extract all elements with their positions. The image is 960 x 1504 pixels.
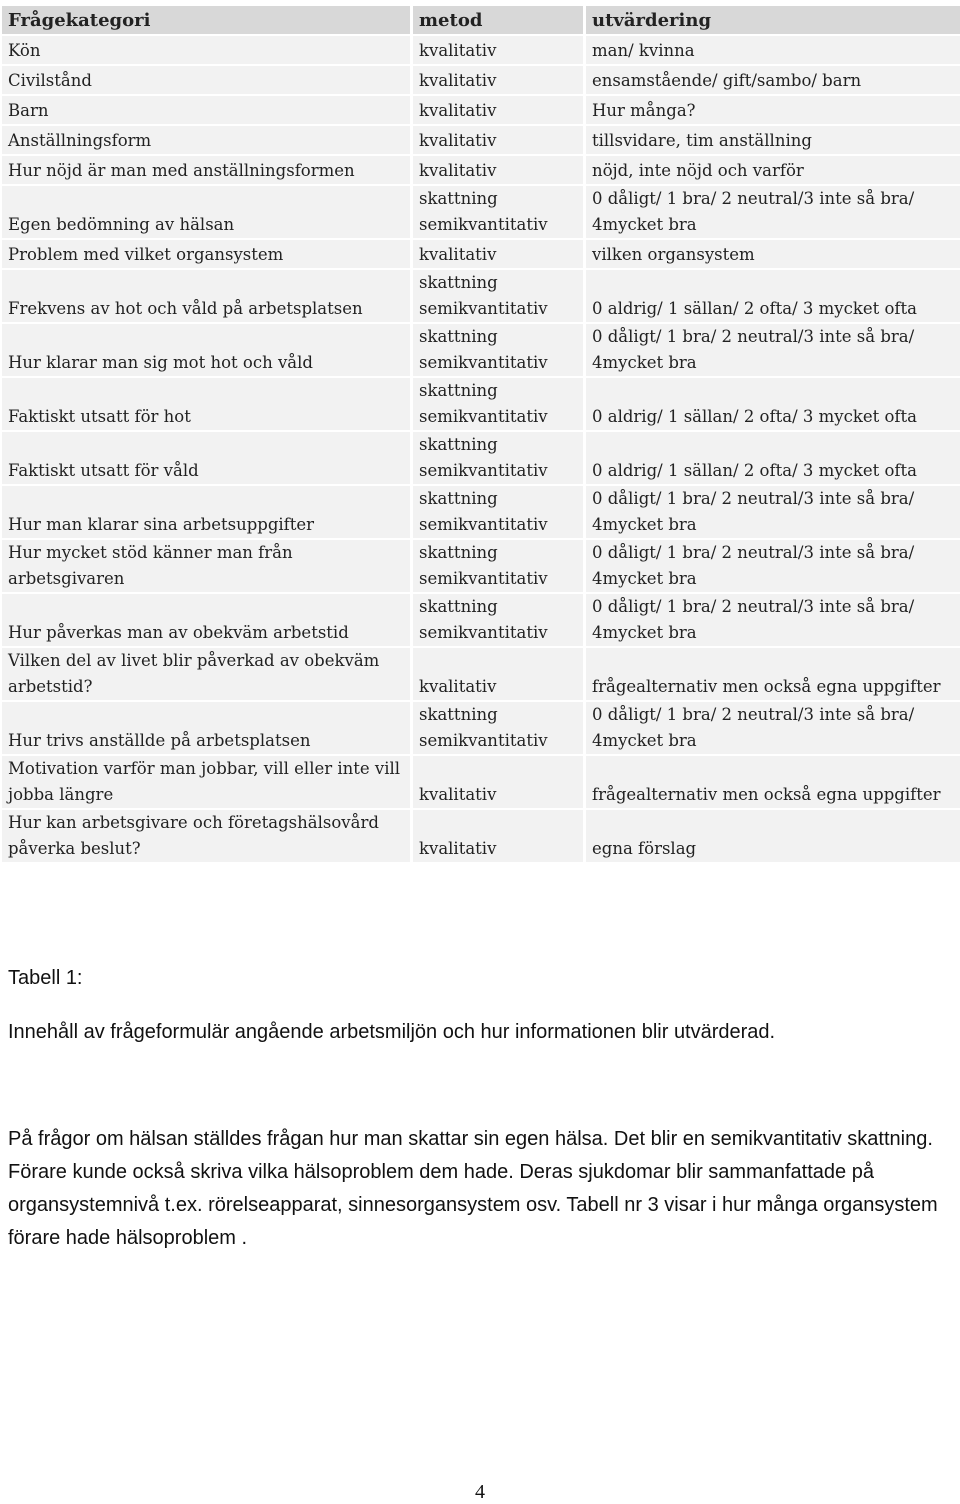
cell-question-line: Vilken del av livet blir påverkad av obekväm [8,651,380,670]
body-paragraph: På frågor om hälsan ställdes frågan hur man skattar sin egen hälsa. Det blir en semikvantitativ skattning. Förare kunde också skriva vilka hälsoproblem dem hade. Deras sjukdomar blir sammanfattade på organsystemnivå t.ex. rörelseapparat, sinnesorgansystem osv. Tabell nr 3 visar i hur många organsystem förare hade hälsoproblem . [8,1128,938,1249]
cell-method [413,324,586,376]
table-row [2,126,960,154]
cell-method-line: semikvantitativ [419,461,548,480]
cell-method-line: skattning [419,543,498,562]
table-row [2,810,960,862]
header-evaluation: utvärdering [586,6,960,34]
cell-evaluation [586,432,960,484]
table-row [2,540,960,592]
table-row [2,432,960,484]
cell-method-line: skattning [419,705,498,724]
table-body [2,36,960,862]
cell-question-line: jobba längre [8,785,114,804]
table-row [2,96,960,124]
cell-evaluation [586,594,960,646]
cell-question-line: Hur trivs anställde på arbetsplatsen [8,731,311,750]
cell-evaluation [586,648,960,700]
cell-evaluation-line: 0 dåligt/ 1 bra/ 2 neutral/3 inte så bra/ [592,705,915,724]
table-row [2,240,960,268]
cell-question [2,810,413,862]
cell-question-line: Faktiskt utsatt för våld [8,461,199,480]
cell-method [413,378,586,430]
cell-evaluation-line: 4mycket bra [592,731,697,750]
table-row [2,378,960,430]
cell-method-line: kvalitativ [419,101,497,120]
cell-evaluation-line: 4mycket bra [592,353,697,372]
cell-evaluation [586,36,960,64]
cell-method-line: kvalitativ [419,677,497,696]
cell-question [2,324,413,376]
cell-method [413,270,586,322]
cell-evaluation-line: 4mycket bra [592,623,697,642]
table-caption-label: Tabell 1: [8,967,83,989]
cell-question [2,702,413,754]
cell-method [413,240,586,268]
cell-method-line: semikvantitativ [419,623,548,642]
cell-method [413,186,586,238]
cell-evaluation-line: tillsvidare, tim anställning [592,131,812,150]
cell-question [2,270,413,322]
cell-evaluation-line: 0 aldrig/ 1 sällan/ 2 ofta/ 3 mycket ofta [592,461,917,480]
cell-method [413,486,586,538]
cell-evaluation-line: 4mycket bra [592,569,697,588]
cell-evaluation [586,240,960,268]
cell-evaluation [586,540,960,592]
cell-method-line: skattning [419,489,498,508]
cell-evaluation-line: 0 dåligt/ 1 bra/ 2 neutral/3 inte så bra/ [592,327,915,346]
table-header-row [2,6,960,34]
cell-method-line: semikvantitativ [419,731,548,750]
cell-method [413,66,586,94]
table-row [2,186,960,238]
cell-method-line: skattning [419,597,498,616]
cell-method [413,36,586,64]
table-row [2,270,960,322]
cell-evaluation-line: 0 dåligt/ 1 bra/ 2 neutral/3 inte så bra/ [592,489,915,508]
cell-evaluation-line: Hur många? [592,101,696,120]
cell-evaluation [586,486,960,538]
cell-method-line: kvalitativ [419,41,497,60]
cell-question-line: Hur mycket stöd känner man från arbetsgivaren [8,543,293,588]
cell-method [413,810,586,862]
page-number: 4 [475,1481,485,1503]
cell-method-line: skattning [419,189,498,208]
cell-question [2,156,413,184]
cell-question-line: Problem med vilket organsystem [8,245,284,264]
cell-method-line: kvalitativ [419,839,497,858]
cell-evaluation [586,810,960,862]
cell-evaluation-line: 0 aldrig/ 1 sällan/ 2 ofta/ 3 mycket ofta [592,407,917,426]
cell-evaluation [586,66,960,94]
cell-evaluation [586,270,960,322]
cell-question [2,126,413,154]
cell-evaluation-line: nöjd, inte nöjd och varför [592,161,804,180]
cell-evaluation [586,186,960,238]
cell-evaluation [586,96,960,124]
cell-evaluation-line: egna förslag [592,839,697,858]
cell-evaluation [586,324,960,376]
cell-method-line: skattning [419,381,498,400]
cell-method [413,702,586,754]
cell-question [2,240,413,268]
cell-method [413,540,586,592]
cell-question-line: Barn [8,101,49,120]
cell-evaluation-line: ensamstående/ gift/sambo/ barn [592,71,862,90]
table-row [2,648,960,700]
cell-evaluation [586,378,960,430]
cell-question-line: Kön [8,41,41,60]
cell-method-line: semikvantitativ [419,515,548,534]
cell-method-line: semikvantitativ [419,215,548,234]
cell-question [2,378,413,430]
cell-evaluation [586,702,960,754]
cell-question-line: Egen bedömning av hälsan [8,215,235,234]
cell-evaluation-line: 4mycket bra [592,515,697,534]
table-row [2,36,960,64]
cell-method [413,756,586,808]
cell-evaluation [586,756,960,808]
cell-method [413,96,586,124]
table-row [2,156,960,184]
cell-evaluation-line: 0 dåligt/ 1 bra/ 2 neutral/3 inte så bra/ [592,543,915,562]
cell-evaluation-line: 0 aldrig/ 1 sällan/ 2 ofta/ 3 mycket ofta [592,299,917,318]
cell-method [413,156,586,184]
cell-method-line: kvalitativ [419,131,497,150]
cell-method-line: skattning [419,435,498,454]
cell-question-line: Hur klarar man sig mot hot och våld [8,353,313,372]
cell-question-line: Hur kan arbetsgivare och företagshälsovård [8,813,379,832]
cell-question-line: Faktiskt utsatt för hot [8,407,191,426]
cell-method [413,594,586,646]
cell-method-line: semikvantitativ [419,353,548,372]
cell-question-line: Anställningsform [8,131,152,150]
cell-method [413,432,586,484]
table-row [2,594,960,646]
cell-method-line: kvalitativ [419,71,497,90]
cell-method [413,126,586,154]
cell-question-line: Motivation varför man jobbar, vill eller inte vill [8,759,401,778]
table-row [2,702,960,754]
cell-evaluation-line: frågealternativ men också egna uppgifter [592,677,941,696]
cell-evaluation-line: frågealternativ men också egna uppgifter [592,785,941,804]
cell-question-line: Hur man klarar sina arbetsuppgifter [8,515,315,534]
cell-method [413,648,586,700]
cell-question-line: Frekvens av hot och våld på arbetsplatsen [8,299,363,318]
survey-table [2,4,960,864]
cell-question [2,486,413,538]
cell-evaluation-line: man/ kvinna [592,41,695,60]
cell-question [2,96,413,124]
cell-evaluation-line: vilken organsystem [592,245,755,264]
table-caption-description: Innehåll av frågeformulär angående arbetsmiljön och hur informationen blir utvärderad. [8,1021,776,1043]
cell-question [2,540,413,592]
cell-method-line: kvalitativ [419,245,497,264]
header-question-category: Frågekategori [2,6,413,34]
cell-question [2,756,413,808]
cell-evaluation-line: 4mycket bra [592,215,697,234]
table-row [2,756,960,808]
cell-method-line: skattning [419,327,498,346]
cell-method-line: semikvantitativ [419,569,548,588]
cell-question-line: Civilstånd [8,71,92,90]
cell-method-line: skattning [419,273,498,292]
cell-question-line: Hur påverkas man av obekväm arbetstid [8,623,349,642]
cell-evaluation [586,156,960,184]
cell-question-line: arbetstid? [8,677,93,696]
cell-question-line: påverka beslut? [8,839,141,858]
cell-method-line: kvalitativ [419,785,497,804]
cell-method-line: semikvantitativ [419,299,548,318]
cell-method-line: semikvantitativ [419,407,548,426]
cell-evaluation-line: 0 dåligt/ 1 bra/ 2 neutral/3 inte så bra/ [592,189,915,208]
cell-question [2,648,413,700]
cell-question [2,432,413,484]
cell-method-line: kvalitativ [419,161,497,180]
cell-evaluation-line: 0 dåligt/ 1 bra/ 2 neutral/3 inte så bra/ [592,597,915,616]
cell-question-line: Hur nöjd är man med anställningsformen [8,161,355,180]
cell-evaluation [586,126,960,154]
cell-question [2,36,413,64]
table-row [2,66,960,94]
table-row [2,486,960,538]
cell-question [2,186,413,238]
cell-question [2,66,413,94]
cell-question [2,594,413,646]
table-row [2,324,960,376]
header-method: metod [413,6,586,34]
